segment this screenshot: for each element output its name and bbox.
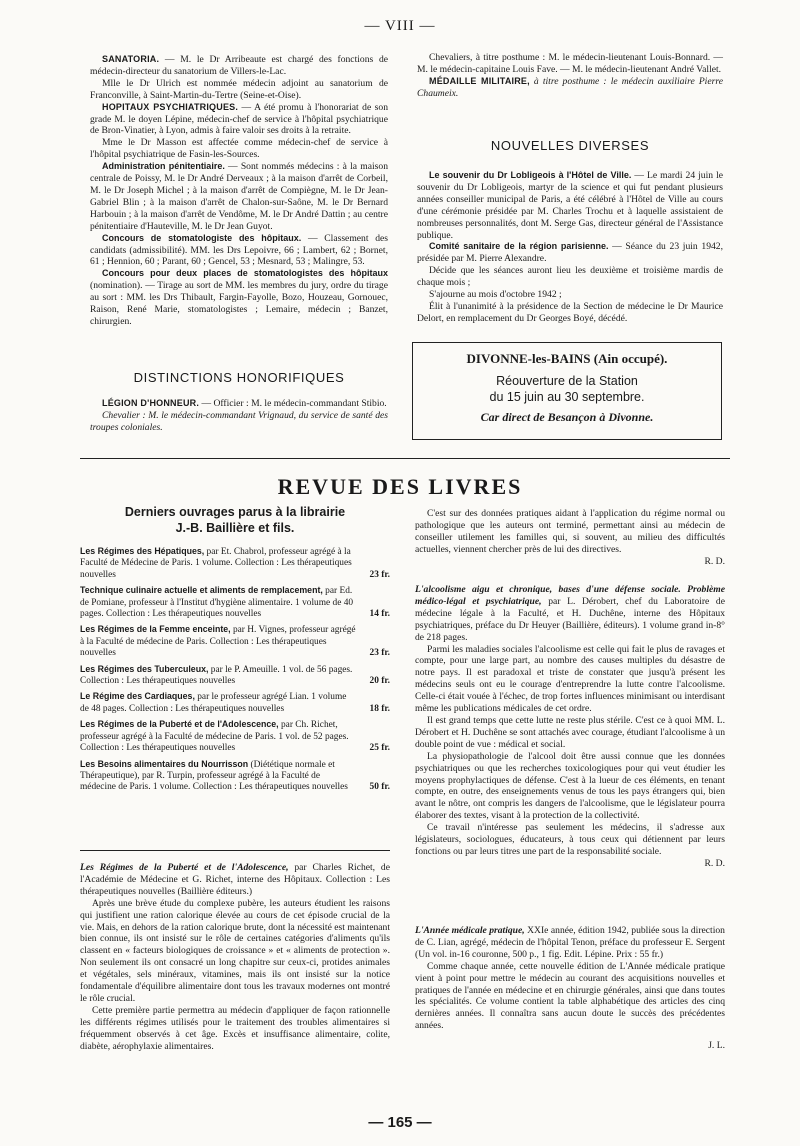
paragraph: Chevalier : M. le médecin-commandant Vrignaud, du service de santé des troupes coloniales. (90, 409, 388, 433)
review-heading: L'Année médicale pratique, XXIe année, édition 1942, publiée sous la direction de C. Lian, agrégé, médecin de l'hôpital Tenon, préface du professeur E. Sergent (Un vol. in-16 couronne, 500 p., 1 fig. Edit. Lépine. Prix : 55 fr.) (415, 925, 725, 960)
paragraph: SANATORIA. — M. le Dr Arribeaute est chargé des fonctions de médecin-directeur du sanatorium de Villers-le-Lac. (90, 54, 388, 77)
revue-title: REVUE DES LIVRES (277, 474, 523, 499)
page-roman-number: — VIII — (364, 18, 436, 34)
nouvelles-column (417, 170, 723, 325)
distinctions-column (90, 398, 388, 434)
paragraph: Il est grand temps que cette lutte ne reste plus stérile. C'est ce à quoi MM. L. Dérobert et H. Duchêne se sont attachés avec courage, étudiant l'alcoolisme à un double point de vue : médical et social. (415, 714, 725, 750)
paragraph: Concours pour deux places de stomatologistes des hôpitaux (nomination). — Tirage au sort de MM. les membres du jury, ordre du tirage au sort : MM. les Drs Thibault, Fargin-Fayolle, Bozo, Houzeau, Gornouec, Raison, René Marie, stomatologistes ; Lemaire, médecin ; Banzet, chirurgien. (90, 268, 388, 327)
list-item: Les Régimes des Tuberculeux, par le P. Ameuille. 1 vol. de 56 pages. Collection : Les thérapeutiques nouvelles 20 fr. (80, 663, 390, 687)
review-puberte-continued (415, 508, 725, 568)
advert-title: DIVONNE-les-BAINS (Ain occupé). (466, 351, 668, 366)
right-top-column (417, 52, 723, 100)
review-heading: Les Régimes de la Puberté et de l'Adolescence, par Charles Richet, de l'Académie de Médecine et G. Richet, interne des Hôpitaux. Collection : Les thérapeutiques nouvelles (Baillière éditeurs.) (80, 862, 390, 897)
library-line: Derniers ouvrages parus à la librairie (124, 505, 346, 519)
section-rule (80, 458, 730, 459)
paragraph: Mme le Dr Masson est affectée comme médecin-chef de service à l'hôpital psychiatrique de Fasin-les-Sources. (90, 137, 388, 161)
list-item: Technique culinaire actuelle et aliments de remplacement, par Ed. de Pomiane, professeur à l'Institut d'hygiène alimentaire. 1 volume de 40 pages. Collection : Les thérapeutiques nouvelles 14 fr. (80, 585, 390, 620)
paragraph: Le souvenir du Dr Lobligeois à l'Hôtel de Ville. — Le mardi 24 juin le souvenir du Dr Lobligeois, martyr de la science et qui fut pendant plusieurs années conseiller municipal de Paris, a été célébré à l'Hôtel de Ville au cours d'une cérémonie présidée par M. Charles Trochu et à laquelle assistaient de nombreuses personnalités, dont M. Serge Gas, directeur général de l'Assistance publique. (417, 170, 723, 241)
paragraph: Administration pénitentiaire. — Sont nommés médecins : à la maison centrale de Poissy, M. le Dr André Derveaux ; à la maison d'arrêt de Corbeil, M. le Dr Joseph Michel ; à la maison d'arrêt de Compiègne, M. le Dr Jean-Gabriel Blin ; à la maison d'arrêt de Chalon-sur-Saône, M. le Dr Bernard Harbouin ; à la maison d'arrêt de Vendôme, M. le Dr André Dattin ; au centre pénitentiaire d'Hauteville, M. le Dr Jean Guyot. (90, 161, 388, 232)
library-line: J.-B. Baillière et fils. (175, 521, 295, 535)
paragraph: S'ajourne au mois d'octobre 1942 ; (429, 289, 562, 301)
list-item: Les Régimes de la Femme enceinte, par H. Vignes, professeur agrégé à la Faculté de médecine de Paris. Collection : Les thérapeutiques nouvelles 23 fr. (80, 624, 390, 659)
paragraph: Cette première partie permettra au médecin d'appliquer de façon rationnelle les différents régimes utilisés pour le traitement des troubles alimentaires si fréquemment observés à cet âge. Excès et insuffisance alimentaire, colite, diabète, aérophylaxie alimentaires. (80, 1004, 390, 1052)
book-list (80, 546, 390, 798)
list-item: Les Besoins alimentaires du Nourrisson (Diététique normale et Thérapeutique), par R. Turpin, professeur agrégé à la Faculté de médecine de Paris. 1 volume. Collection : Les thérapeutiques nouvelles 50 fr. (80, 758, 390, 793)
divonne-advert (412, 342, 722, 440)
list-item: Les Régimes de la Puberté et de l'Adolescence, par Ch. Richet, professeur agrégé à la Faculté de médecine de Paris. 1 vol. de 52 pages. Collection : Les thérapeutiques nouvelles 25 fr. (80, 719, 390, 754)
paragraph: Ce travail n'intéresse pas seulement les médecins, il s'adresse aux législateurs, sociologues, éducateurs, à tous ceux qui détiennent par leurs fonctions ou par leurs titres une part de la responsabilité sociale. (415, 822, 725, 857)
review-puberte (80, 862, 390, 1053)
paragraph: Chevaliers, à titre posthume : M. le médecin-lieutenant Louis-Bonnard. — M. le médecin-capitaine Louis Fave. — M. le médecin-lieutenant André Vallet. (417, 52, 723, 75)
signature: R. D. (704, 857, 725, 869)
distinctions-heading: DISTINCTIONS HONORIFIQUES (133, 370, 345, 385)
review-heading: L'alcoolisme aigu et chronique, bases d'une défense sociale. Problème médico-légal et psychiatrique, par L. Dérobert, chef du Laboratoire de médecine légale à la Faculté, et H. Duchêne, interne des Hôpitaux psychiatriques, préface du Dr Heuyer (Baillière, éditeurs). 1 volume grand in-8° de 218 pages. (415, 584, 725, 643)
section-rule (80, 850, 390, 851)
paragraph: Après une brève étude du complexe pubère, les auteurs étudient les raisons qui justifient une ration calorique élevée au cours de cet épisode crucial de la vie. Mais, en dehors de la ration calorique brute, dont la nécessité est maintenant bien connue, ils ont insisté sur le rôle de certaines catégories d'aliments qu'ils classent en « facteurs biologiques de croissance » et « aliments de protection ». Non seulement ils ont consacré un long chapitre sur ceux-ci, protides animales et végétales, sels minéraux, vitamines, mais ils ont insisté sur la notice fondamentale d'équilibre alimentaire dont tous les travaux modernes ont montré le rôle crucial. (80, 897, 390, 1004)
left-top-column (90, 54, 388, 328)
advert-line: Car direct de Besançon à Divonne. (480, 410, 654, 424)
paragraph: Parmi les maladies sociales l'alcoolisme est celle qui fait le plus de ravages et compte, pour une large part, au nombre des causes multiples du désastre de notre pays. Il est paradoxal et triste de constater que jusqu'à présent les médecins seuls ont eu le courage d'entreprendre la lutte contre l'alcoolisme. Celle-ci était vouée à l'échec, de trop fortes influences minimisant ou interdisant même les publications médicales de cet ordre. (415, 643, 725, 715)
paragraph: Comme chaque année, cette nouvelle édition de L'Année médicale pratique vient à point pour mettre le médecin au courant des acquisitions nouvelles et pratiques de l'année en médecine et en chirurgie générales, ainsi que dans toutes les spécialités. Ce volume contient la table alphabétique des articles des cinq dernières années. Il connaîtra sans aucun doute le succès des précédentes années. (415, 960, 725, 1032)
review-annee-medicale (415, 925, 725, 1052)
library-heading (80, 504, 390, 536)
paragraph: Élit à l'unanimité à la présidence de la Section de médecine le Dr Maurice Delort, en remplacement du Dr Georges Boyé, décédé. (417, 300, 723, 324)
signature: J. L. (708, 1040, 725, 1052)
page-number: — 165 — (368, 1114, 432, 1131)
list-item: Le Régime des Cardiaques, par le professeur agrégé Lian. 1 volume de 48 pages. Collection : Les thérapeutiques nouvelles 18 fr. (80, 691, 390, 714)
review-alcoolisme (415, 584, 725, 870)
list-item: Les Régimes des Hépatiques, par Et. Chabrol, professeur agrégé à la Faculté de Médecine de Paris. 1 volume. Collection : Les thérapeutiques nouvelles 23 fr. (80, 546, 390, 580)
paragraph: La physiopathologie de l'alcool doit être aussi connue que les données psychiatriques ou que les recherches toxicologiques pour qui veut étudier les moyens prophylactiques de défense. C'est à la lueur de ces éléments, en tenant compte, en outre, des enseignements venus de tous les pays étrangers qui, bien avant le nôtre, ont compris les dangers de l'alcoolisme, que le législateur pourra élaborer des textes, visant à la protection de la collectivité. (415, 750, 725, 822)
nouvelles-heading: NOUVELLES DIVERSES (490, 138, 650, 153)
advert-line: Réouverture de la Station (496, 374, 638, 388)
paragraph: Comité sanitaire de la région parisienne. — Séance du 23 juin 1942, présidée par M. Pierre Alexandre. (417, 241, 723, 265)
paragraph: LÉGION D'HONNEUR. — Officier : M. le médecin-commandant Stibio. (102, 398, 387, 409)
paragraph: Concours de stomatologiste des hôpitaux. — Classement des candidats (admissibilité). MM. les Drs Lepoivre, 66 ; Lambert, 62 ; Bornet, 61 ; Hennion, 60 ; Parant, 60 ; Gencel, 53 ; Mesnard, 53 ; Malingre, 53. (90, 232, 388, 268)
paragraph: HOPITAUX PSYCHIATRIQUES. — A été promu à l'honorariat de son grade M. le doyen Lépine, médecin-chef de service à l'hôpital psychiatrique de Bron-Vinatier, à Lyon, admis à faire valoir ses droits à la retraite. (90, 101, 388, 137)
signature: R. D. (704, 555, 725, 567)
paragraph: Mlle le Dr Ulrich est nommée médecin adjoint au sanatorium de Franconville, à Saint-Martin-du-Tertre (Seine-et-Oise). (90, 77, 388, 101)
paragraph: Décide que les séances auront lieu les deuxième et troisième mardis de chaque mois ; (417, 265, 723, 289)
paragraph: C'est sur des données pratiques aidant à l'application du régime normal ou pathologique que les auteurs ont terminé, permettant ainsi au médecin de conseiller utilement les familles qui, si souvent, au milieu des difficultés actuelles, viennent chercher près de lui des directives. (415, 508, 725, 555)
paragraph: MÉDAILLE MILITAIRE, à titre posthume : le médecin auxiliaire Pierre Chaumeix. (417, 75, 723, 99)
advert-line: du 15 juin au 30 septembre. (489, 390, 645, 404)
